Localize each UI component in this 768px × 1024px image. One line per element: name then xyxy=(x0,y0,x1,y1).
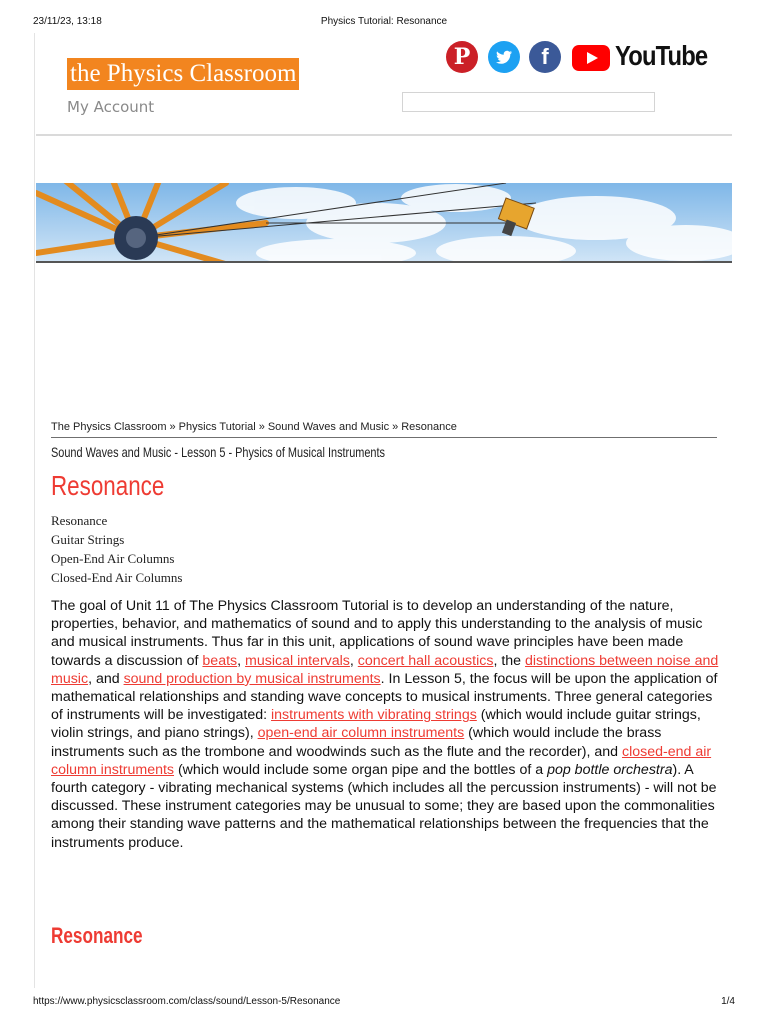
print-datetime: 23/11/23, 13:18 xyxy=(33,16,102,27)
breadcrumb-link[interactable]: Physics Tutorial xyxy=(178,421,256,433)
section-heading-resonance: Resonance xyxy=(51,923,143,948)
my-account-link[interactable]: My Account xyxy=(67,98,155,116)
link-closed-end-air-column[interactable]: closed-end air column instruments xyxy=(51,743,712,778)
intro-text: , the xyxy=(493,652,525,669)
intro-text: , xyxy=(237,652,246,669)
breadcrumb-separator: » xyxy=(258,421,265,433)
link-open-end-air-column[interactable]: open-end air column instruments xyxy=(257,725,465,742)
print-doc-title: Physics Tutorial: Resonance xyxy=(320,16,448,27)
toc-item-guitar-strings[interactable]: Guitar Strings xyxy=(51,532,125,547)
link-beats[interactable]: beats xyxy=(202,652,238,669)
link-musical-intervals[interactable]: musical intervals xyxy=(245,652,350,669)
breadcrumb-link[interactable]: The Physics Classroom xyxy=(51,421,167,433)
link-sound-production[interactable]: sound production by musical instruments xyxy=(123,670,381,687)
table-of-contents xyxy=(51,511,182,587)
intro-text: (which would include guitar strings, violin strings, and piano strings), xyxy=(51,707,701,742)
breadcrumb xyxy=(51,421,717,438)
breadcrumb-link[interactable]: Sound Waves and Music xyxy=(267,421,390,433)
youtube-label[interactable]: YouTube xyxy=(615,40,708,71)
link-noise-and-music[interactable]: distinctions between noise and music xyxy=(51,652,719,687)
print-page-number: 1/4 xyxy=(721,996,735,1007)
link-concert-hall-acoustics[interactable]: concert hall acoustics xyxy=(357,652,494,669)
lesson-title: Sound Waves and Music - Lesson 5 - Physics of Musical Instruments xyxy=(51,444,386,460)
intro-text: , xyxy=(349,652,358,669)
toc-item-resonance[interactable]: Resonance xyxy=(51,513,108,528)
intro-text: , and xyxy=(88,670,124,687)
breadcrumb-link[interactable]: Resonance xyxy=(401,421,457,433)
breadcrumb-separator: » xyxy=(392,421,399,433)
facebook-icon[interactable]: f xyxy=(529,41,561,73)
banner-image xyxy=(36,183,732,263)
intro-text: (which would include the brass instruments such as the trombone and woodwinds such as the flute and the recorder), and xyxy=(51,725,662,760)
toc-item-closed-end-air-columns[interactable]: Closed-End Air Columns xyxy=(51,570,183,585)
breadcrumb-separator: » xyxy=(169,421,176,433)
intro-text: ). A fourth category - vibrating mechanical systems (which includes all the percussion instruments) - will not be discussed. These instrument categories may be unusual to some; they are based upon the commonalities among their standing wave patterns and the mathematical relationships between the frequencies that the instruments produce. xyxy=(51,761,717,851)
print-header xyxy=(0,16,768,30)
twitter-icon[interactable] xyxy=(488,41,520,73)
link-vibrating-strings[interactable]: instruments with vibrating strings xyxy=(271,707,477,724)
pinterest-icon[interactable]: P xyxy=(446,41,478,73)
page-title: Resonance xyxy=(51,470,165,501)
intro-text: The goal of Unit 11 of The Physics Classroom Tutorial is to develop an understanding of the nature, properties, behavior, and mathematics of sound and to apply this understanding to the analysis of music and musical instruments. Thus far in this unit, applications of sound wave principles have been made towards a discussion of xyxy=(51,598,703,669)
toc-item-open-end-air-columns[interactable]: Open-End Air Columns xyxy=(51,551,175,566)
site-logo[interactable]: the Physics Classroom xyxy=(67,58,299,90)
intro-text: (which would include some organ pipe and the bottles of a xyxy=(174,761,548,778)
youtube-icon[interactable] xyxy=(572,45,610,71)
print-footer xyxy=(0,996,768,1010)
intro-paragraph xyxy=(51,597,723,852)
intro-emphasis: pop bottle orchestra xyxy=(547,761,673,778)
intro-text: . In Lesson 5, the focus will be upon the application of mathematical relationships and standing wave concepts to musical instruments. Three general categories of instruments will be investigated: xyxy=(51,670,718,724)
print-url: https://www.physicsclassroom.com/class/sound/Lesson-5/Resonance xyxy=(33,996,341,1007)
search-input[interactable] xyxy=(402,92,655,112)
header-divider xyxy=(36,134,732,136)
